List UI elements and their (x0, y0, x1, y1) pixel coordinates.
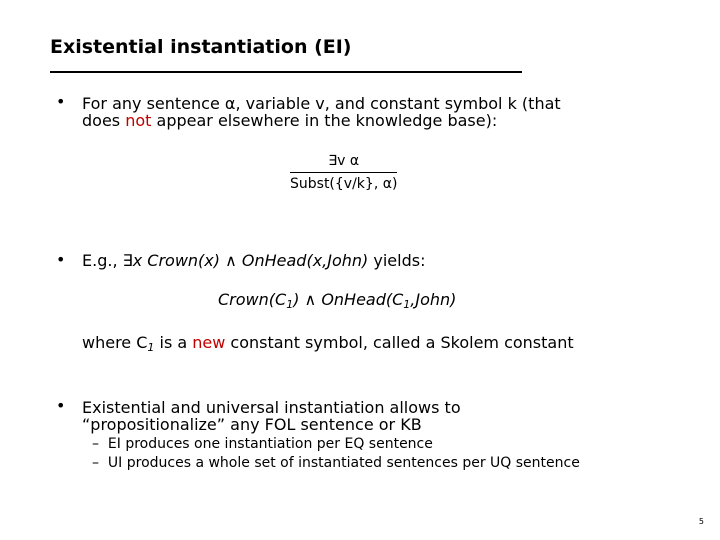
subscript: 1 (286, 298, 294, 311)
skolem-explanation (82, 334, 574, 356)
bullet-dot: • (56, 250, 66, 269)
bullet-1-text-end: appear elsewhere in the knowledge base): (151, 111, 498, 130)
rule-premise: ∃v α (290, 153, 397, 173)
sub-bullet-list (92, 435, 580, 473)
instantiated-formula (218, 291, 456, 313)
bullet-dot: • (56, 92, 66, 111)
title-underline (50, 71, 522, 73)
sub-bullet-text: UI produces a whole set of instantiated sentences per UQ sentence (107, 455, 580, 471)
bullet-1-line-2 (82, 112, 561, 129)
bullet-2 (82, 252, 425, 269)
sub-bullet-text: EI produces one instantiation per EQ sentence (107, 436, 433, 452)
bullet-3 (82, 399, 461, 433)
explanation-text: is a (154, 333, 193, 352)
bullet-2-prefix: E.g., (82, 251, 123, 270)
subscript: 1 (147, 341, 155, 354)
dash-marker: – (92, 455, 108, 471)
bullet-1 (82, 95, 561, 129)
bullet-1-text: does (82, 111, 126, 130)
bullet-dot: • (56, 396, 66, 415)
bullet-3-line-1: Existential and universal instantiation allows to (82, 398, 461, 417)
page-number: 5 (698, 517, 704, 526)
instance-crown: Crown(C (218, 290, 287, 309)
subscript: 1 (403, 298, 411, 311)
emphasis-new: new (192, 333, 226, 352)
slide-title: Existential instantiation (EI) (50, 36, 352, 58)
instance-end: ,John) (410, 290, 457, 309)
bullet-2-suffix: yields: (368, 251, 426, 270)
explanation-text: constant symbol, called a Skolem constant (225, 333, 574, 352)
inference-rule (290, 153, 397, 192)
bullet-1-line-1: For any sentence α, variable v, and constant symbol k (that (82, 94, 561, 113)
rule-conclusion: Subst({v/k}, α) (290, 176, 398, 192)
sub-bullet-item (92, 435, 580, 454)
example-formula: ∃x Crown(x) ∧ OnHead(x,John) (122, 251, 369, 270)
emphasis-not: not (125, 111, 152, 130)
bullet-3-line-2: “propositionalize” any FOL sentence or KB (82, 415, 422, 434)
sub-bullet-item (92, 454, 580, 473)
explanation-text: where C (82, 333, 148, 352)
dash-marker: – (92, 436, 108, 452)
instance-onhead: ) ∧ OnHead(C (293, 290, 404, 309)
